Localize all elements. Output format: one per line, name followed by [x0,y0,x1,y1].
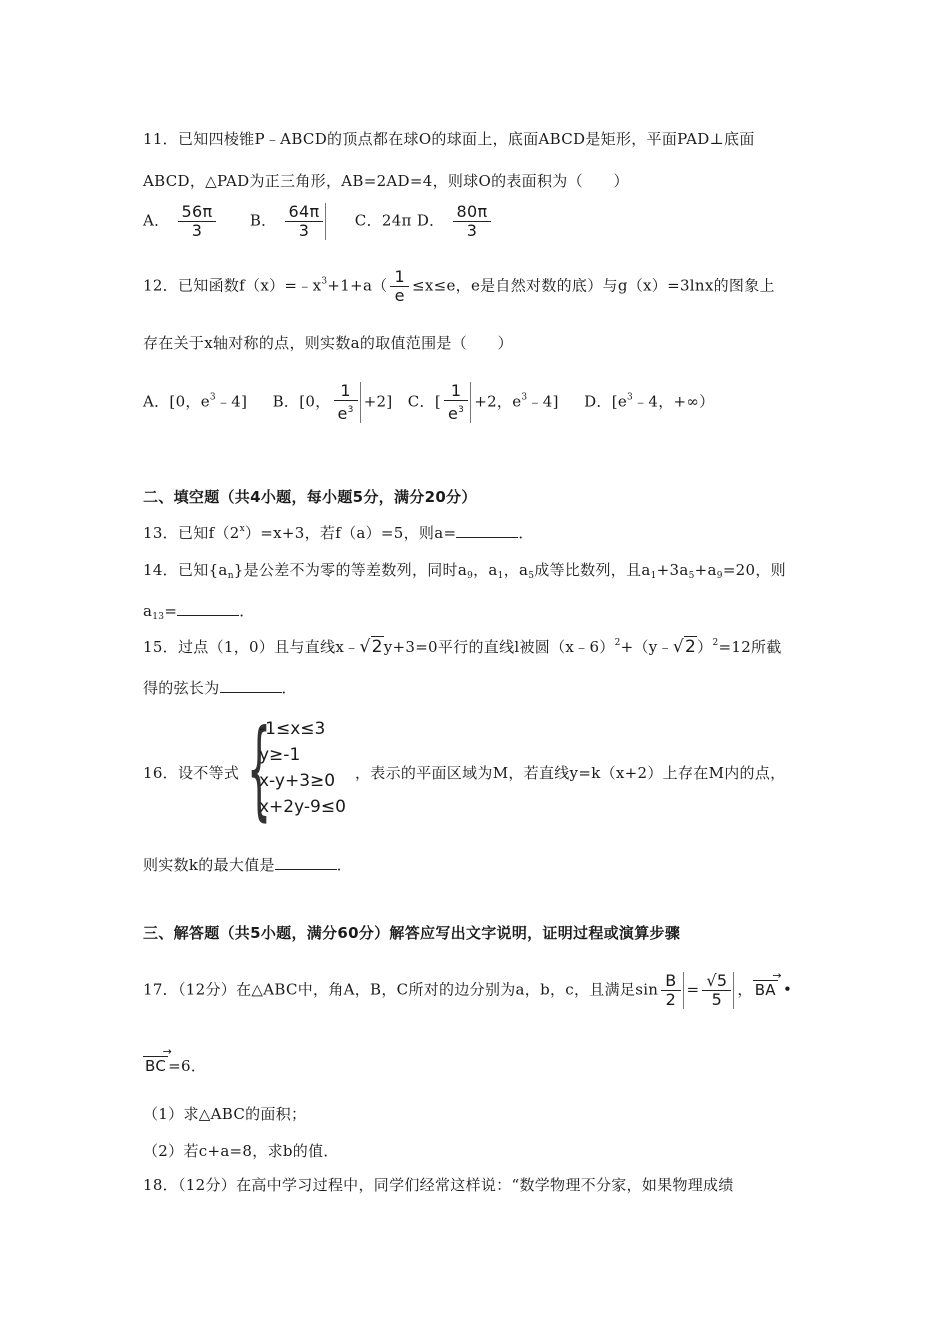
q11-line1: 11．已知四棱锥P﹣ABCD的顶点都在球O的球面上，底面ABCD是矩形，平面PAD⊥底面 [143,130,755,148]
q15-line2: 得的弦长为 ． [143,679,297,697]
brace-icon: { [247,707,272,832]
q16-row-2: y≥-1 [259,745,301,765]
q13-answer-blank [456,523,518,538]
q12-line2: 存在关于x轴对称的点，则实数a的取值范围是（ ） [143,334,513,352]
vector-BA: BA → [753,980,778,999]
q12-frac: $\frac{1}{e}$ [390,268,408,305]
section-2-heading: 二、填空题（共4小题，每小题5分，满分20分） [143,488,477,506]
q13: 13．已知$f(2^x)=x+3$，若f（a）=5，则a= ． [143,524,534,542]
q11-optD-frac: $\frac{80\pi}{3}$ [453,203,492,240]
q16-row-4: x+2y-9≤0 [259,797,346,817]
q15-line1: 15．过点（1，0）且与直线x﹣√2y+3=0平行的直线l被圆（x﹣6）$^2$+（y﹣√2）$^2$=12所截 [143,637,782,657]
q12-line1: 12．已知函数$f(x)=﹣x^3+1+a$（ $\frac{1}{e}$ ≤x≤e，e是自然对数的底）与g（x）=3lnx的图象上 [143,267,775,305]
q17-line2: BC → =6． [143,1055,206,1076]
q11-optB-frac: $\frac{64\pi}{3}$ [285,203,327,240]
q14-line1: 14．已知$\{a_n\}$是公差不为零的等差数列，同时$a_9$，$a_1$，$a_5$成等比数列，且$a_1+3a_5+a_9=20$，则 [143,561,786,581]
q16-line2: 则实数k的最大值是 ． [143,856,353,874]
q12-optC-frac: $\frac{1}{e^3}$ [444,382,471,423]
section-3-heading: 三、解答题（共5小题，满分60分）解答应写出文字说明，证明过程或演算步骤 [143,924,681,942]
q12-optB-frac: $\frac{1}{e^3}$ [334,382,361,423]
q11-optA-frac: $\frac{56\pi}{3}$ [178,203,217,240]
q14-line2: $a_{13}=$ ． [143,602,255,622]
q11-line2: ABCD，△PAD为正三角形，AB=2AD=4，则球O的表面积为（ ） [143,172,629,190]
q16-pre: 16．设不等式 [143,764,240,782]
q14-answer-blank [177,601,239,616]
q17-part1: （1）求△ABC的面积； [143,1105,307,1123]
q16-row-1: -1≤x≤3 [259,719,326,739]
q17-part2: （2）若c+a=8，求b的值． [143,1142,339,1160]
q16-answer-blank [275,855,337,870]
q12-options: A．[0，$e^3﹣4$] B．[0， $\frac{1}{e^3}$ +2] C．[ $\frac{1}{e^3}$ +2，$e^3﹣4$] D．[$e^3﹣4$，+∞） [143,381,715,423]
vector-BC: BC → [143,1056,168,1075]
q16-row-3: x-y+3≥0 [259,771,336,791]
q11-options: A． $\frac{56\pi}{3}$ B． $\frac{64\pi}{3}$ C．24π D． $\frac{80\pi}{3}$ [143,203,494,240]
q18-line1: 18．（12分）在高中学习过程中，同学们经常这样说：“数学物理不分家，如果物理成绩 [143,1176,734,1194]
q15-answer-blank [220,678,282,693]
q17-line1: 17．（12分）在△ABC中，角A，B，C所对的边分别为a，b，c，且满足sin $\frac{B}{2}$ = $\frac{√5}{5}$ ， BA → • [143,972,792,1009]
q16-post: ，表示的平面区域为M，若直线y=k（x+2）上存在M内的点， [355,764,786,782]
